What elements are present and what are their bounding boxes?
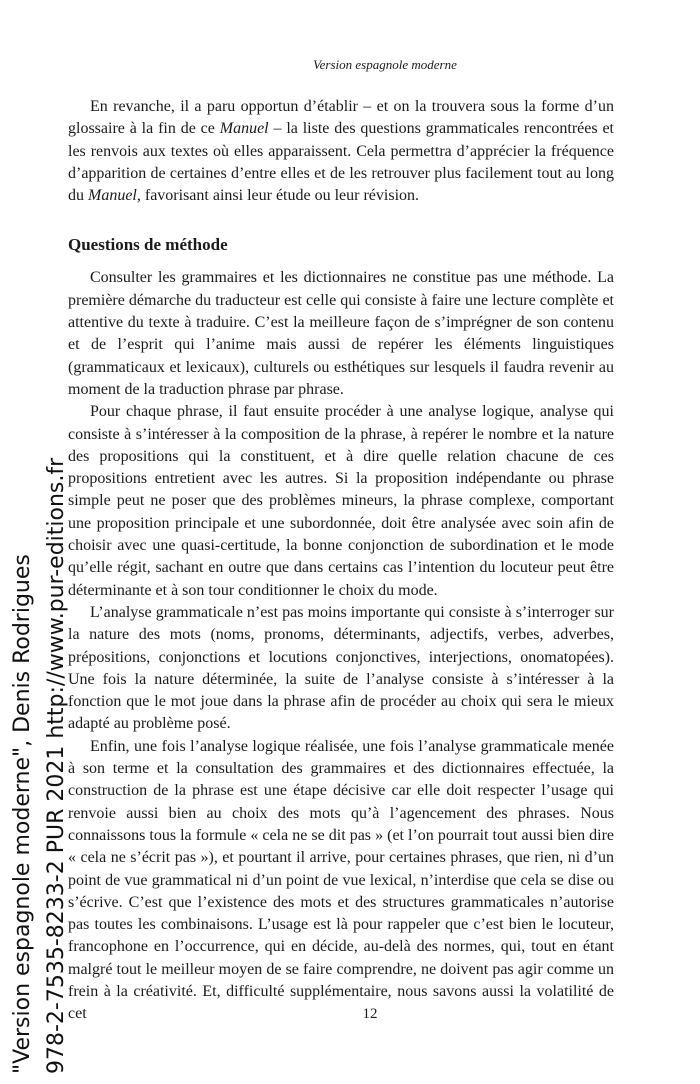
book-title-emphasis: Manuel (219, 120, 269, 138)
paragraph-grammatical-analysis: L’analyse grammaticale n’est pas moins importante qui consiste à s’interroger sur la nature des mots (noms, pronoms, déterminants, adjectifs, verbes, adverbes, prépositions, conjonctions et locutions conjonctives, interjections, onomatopées). Une fois la nature déterminée, la suite de l’analyse consiste à s’intéresser à la fonction que le mot joue dans la phrase afin de procéder au choix qui sera le mieux adapté au problème posé. (68, 603, 614, 733)
paragraph-logical-analysis: Pour chaque phrase, il faut ensuite procéder à une analyse logique, analyse qui consiste à s’intéresser à la composition de la phrase, à repérer le nombre et la nature des propositions qui la constituent, et à dire quelle relation chacune de ces propositions entretient avec les autres. Si la proposition indépendante ou phrase simple peut ne poser que des problèmes mineurs, la phrase complexe, comportant une proposition principale et une subordonnée, doit être analysée avec soin afin de choisir avec une quasi-certitude, la bonne conjonction de subordination et le mode qu’elle régit, sachant en outre que dans certains cas l’intention du locuteur peut être déterminante et à son tour conditionner le choix du mode. (68, 403, 614, 599)
paragraph-method: Consulter les grammaires et les dictionnaires ne constitue pas une méthode. La première démarche du traducteur est celle qui consiste à faire une lecture complète et attentive du texte à traduire. C’est la meilleure façon de s’imprégner de son contenu et de l’esprit qui l’anime mais aussi de repérer les éléments linguistiques (grammaticaux et lexicaux), culturels ou esthétiques sur lesquels il faudra revenir au moment de la traduction phrase par phrase. (68, 269, 614, 398)
page-body (68, 96, 614, 1026)
page-number: 12 (362, 1006, 378, 1022)
paragraph-glossary: En revanche, il a paru opportun d’établir – et on la trouvera sous la forme d’un glossaire à la fin de ce Manuel – la liste des questions grammaticales rencontrées et les renvois aux textes où elles apparaissent. Cela permettra d’apprécier la fréquence d’apparition de certaines d’entre elles et de les retrouver plus facilement tout au long du Manuel, favorisant ainsi leur étude ou leur révision. (68, 98, 614, 205)
watermark-line-1: "Version espagnole moderne", Denis Rodrigues (10, 554, 35, 1074)
paragraph-sentence-construction: Enfin, une fois l’analyse logique réalisée, une fois l’analyse grammaticale menée à son terme et la consultation des grammaires et des dictionnaires effectuée, la construction de la phrase est une étape décisive car elle doit respecter l’usage qui renvoie aussi bien au choix des mots qu’à l’agencement des phrases. Nous connaissons tous la formule « cela ne se dit pas » (et l’on pourrait tout aussi bien dire « cela ne s’écrit pas »), et pourtant il arrive, pour certaines phrases, que rien, ni d’un point de vue grammatical ni d’un point de vue lexical, n’interdise que cela se dise ou s’écrive. C’est que l’existence des mots et des structures grammaticales n’autorise pas toutes les combinaisons. L’usage est là pour rappeler que c’est bien le locuteur, francophone en l’occurrence, qui en décide, au-delà des normes, qui, tout en étant malgré tout le meilleur moyen de se faire comprendre, ne doivent pas agir comme un frein à la créativité. Et, difficulté supplémentaire, nous savons aussi la volatilité de cet (68, 737, 614, 1023)
watermark-line-2: 978-2-7535-8233-2 PUR 2021 http://www.pur-editions.fr (44, 457, 69, 1074)
section-heading: Questions de méthode (68, 235, 228, 255)
book-title-emphasis: Manuel (88, 187, 137, 205)
running-header: Version espagnole moderne (313, 57, 457, 72)
side-watermark (0, 0, 100, 1084)
